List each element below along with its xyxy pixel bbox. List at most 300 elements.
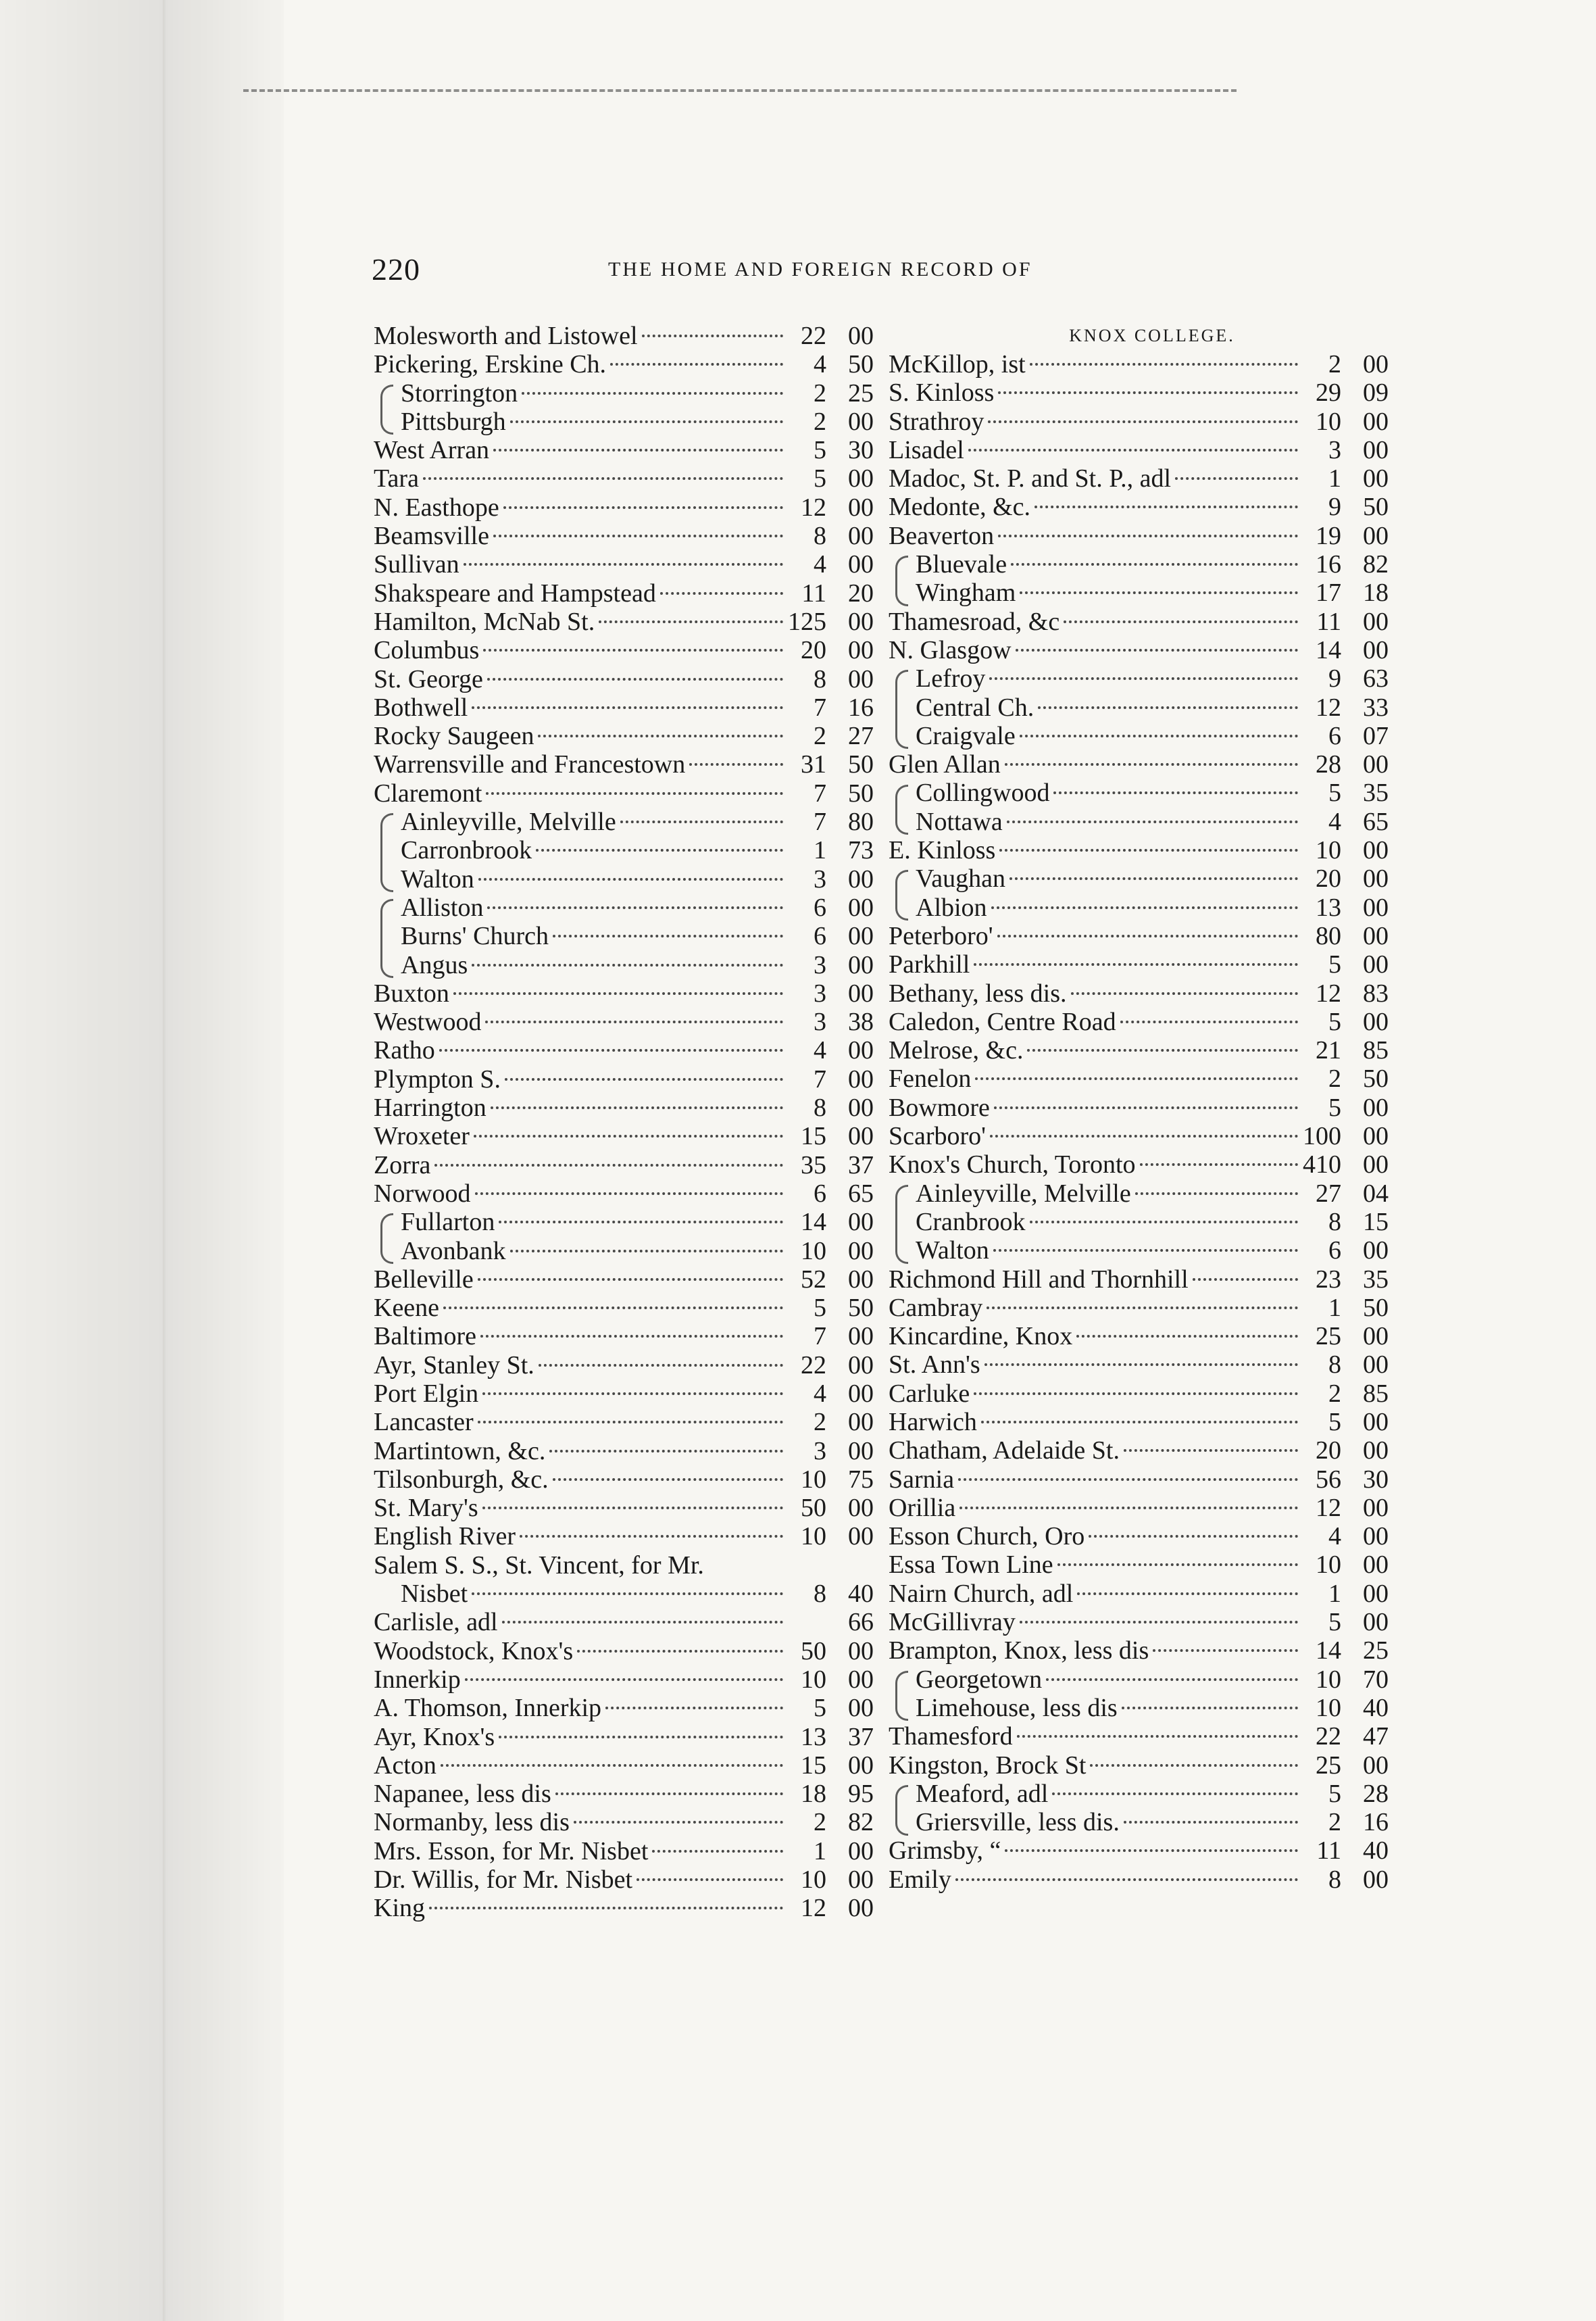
dot-leader <box>553 935 783 937</box>
amount-cents: 38 <box>848 1008 874 1037</box>
amount-cents: 50 <box>1363 1293 1389 1322</box>
grouping-brace <box>380 385 393 435</box>
contribution-entry <box>374 1522 874 1550</box>
amount-dollars: 13 <box>1316 893 1341 922</box>
congregation-name: Beamsville <box>374 522 489 551</box>
amount-dollars: 6 <box>1328 1236 1341 1265</box>
congregation-name: Keene <box>374 1294 440 1323</box>
congregation-name: Cranbrook <box>916 1207 1026 1236</box>
contribution-entry <box>374 636 874 664</box>
dot-leader <box>1005 1849 1298 1852</box>
amount-cents: 00 <box>1363 464 1389 493</box>
dot-leader <box>652 1850 783 1853</box>
congregation-name: Knox's Church, Toronto <box>889 1150 1136 1179</box>
amount-dollars: 52 <box>801 1265 826 1294</box>
congregation-name: Shakspeare and Hampstead <box>374 579 656 608</box>
congregation-name: Grimsby, “ <box>889 1836 1001 1865</box>
contribution-entry <box>889 664 1389 693</box>
dot-leader <box>453 992 783 995</box>
contribution-entry <box>374 1237 874 1265</box>
contribution-entry <box>889 1494 1389 1522</box>
amount-dollars: 8 <box>1328 1207 1341 1236</box>
amount-dollars: 4 <box>814 1379 826 1408</box>
congregation-name: Angus <box>401 950 468 979</box>
dot-leader <box>474 1135 783 1138</box>
amount-dollars: 10 <box>801 1465 826 1494</box>
amount-cents: 00 <box>848 1208 874 1237</box>
congregation-name: Pittsburgh <box>401 407 506 436</box>
grouping-brace <box>895 556 908 606</box>
dot-leader <box>1011 563 1298 566</box>
dot-leader <box>486 792 783 795</box>
dot-leader <box>988 420 1298 423</box>
amount-dollars: 22 <box>801 322 826 350</box>
dot-leader <box>491 1106 783 1109</box>
amount-dollars: 7 <box>814 779 826 808</box>
amount-cents: 82 <box>1363 550 1389 579</box>
contribution-entry <box>374 1608 874 1636</box>
amount-cents: 00 <box>848 1122 874 1151</box>
congregation-name: Strathroy <box>889 407 984 436</box>
dot-leader <box>990 1135 1298 1138</box>
congregation-name: Bluevale <box>916 550 1007 579</box>
amount-dollars: 25 <box>1316 1322 1341 1351</box>
contribution-entry <box>374 493 874 522</box>
contribution-entry <box>374 1551 874 1580</box>
congregation-name: N. Glasgow <box>889 635 1012 664</box>
contribution-entry <box>374 1179 874 1208</box>
amount-dollars: 12 <box>801 493 826 522</box>
amount-dollars: 4 <box>1328 807 1341 836</box>
dot-leader <box>1057 1563 1298 1566</box>
dot-leader <box>539 1364 783 1367</box>
dot-leader <box>998 535 1298 537</box>
dot-leader <box>1122 1707 1298 1709</box>
dot-leader <box>577 1650 783 1653</box>
amount-cents: 50 <box>1363 1065 1389 1094</box>
dot-leader <box>605 1707 783 1709</box>
amount-cents: 00 <box>1363 1493 1389 1522</box>
dot-leader <box>981 1421 1298 1423</box>
amount-dollars: 25 <box>1316 1751 1341 1780</box>
congregation-name: St. George <box>374 664 483 693</box>
amount-cents: 00 <box>1363 836 1389 865</box>
amount-cents: 00 <box>1363 435 1389 464</box>
amount-dollars: 23 <box>1316 1265 1341 1294</box>
contribution-entry <box>889 722 1389 750</box>
congregation-name: Brampton, Knox, less dis <box>889 1636 1149 1665</box>
dot-leader <box>1027 1049 1298 1052</box>
dot-leader <box>478 1421 783 1423</box>
dot-leader <box>993 1249 1298 1252</box>
contribution-entry <box>889 1150 1389 1179</box>
congregation-name: Bethany, less dis. <box>889 979 1067 1008</box>
amount-dollars: 50 <box>801 1636 826 1665</box>
amount-dollars: 11 <box>801 579 826 608</box>
dot-leader <box>1030 363 1298 366</box>
dot-leader <box>538 735 783 737</box>
congregation-name: Georgetown <box>916 1665 1043 1694</box>
dot-leader <box>522 392 783 395</box>
contribution-entry <box>889 579 1389 607</box>
amount-dollars: 5 <box>1328 950 1341 979</box>
amount-cents: 00 <box>1363 635 1389 664</box>
amount-cents: 40 <box>1363 1836 1389 1865</box>
congregation-name: Melrose, &c. <box>889 1036 1024 1065</box>
contribution-entry <box>889 693 1389 722</box>
amount-dollars: 12 <box>1316 979 1341 1008</box>
contribution-entry <box>889 864 1389 893</box>
amount-dollars: 10 <box>1316 1550 1341 1580</box>
contribution-entry <box>374 865 874 894</box>
congregation-name: Cambray <box>889 1293 983 1322</box>
right-column <box>889 322 1389 1894</box>
amount-cents: 25 <box>848 378 874 408</box>
congregation-name: Westwood <box>374 1008 482 1037</box>
amount-cents: 66 <box>848 1608 874 1637</box>
contribution-entry <box>889 636 1389 664</box>
amount-dollars: 8 <box>1328 1865 1341 1894</box>
amount-cents: 00 <box>848 1094 874 1123</box>
contribution-entry <box>374 836 874 864</box>
amount-dollars: 10 <box>1316 1665 1341 1694</box>
amount-cents: 00 <box>848 607 874 636</box>
dot-leader <box>1076 1335 1298 1338</box>
contribution-entry <box>889 1580 1389 1608</box>
amount-cents: 85 <box>1363 1379 1389 1408</box>
amount-cents: 50 <box>848 779 874 808</box>
congregation-name: Madoc, St. P. and St. P., adl <box>889 464 1172 493</box>
contribution-entry <box>374 1208 874 1236</box>
contribution-entry <box>889 1065 1389 1093</box>
dot-leader <box>549 1450 783 1452</box>
contribution-entry <box>889 1179 1389 1208</box>
amount-dollars: 5 <box>1328 1779 1341 1808</box>
amount-dollars: 4 <box>1328 1522 1341 1551</box>
left-column <box>374 322 874 1923</box>
amount-cents: 00 <box>1363 350 1389 378</box>
amount-dollars: 10 <box>801 1865 826 1895</box>
contribution-entry <box>374 779 874 808</box>
amount-cents: 07 <box>1363 721 1389 750</box>
amount-cents: 82 <box>848 1808 874 1837</box>
dot-leader <box>482 1392 783 1395</box>
amount-dollars: 5 <box>1328 779 1341 808</box>
amount-cents: 35 <box>1363 779 1389 808</box>
congregation-name: Beaverton <box>889 521 995 550</box>
dot-leader <box>1046 1678 1298 1681</box>
congregation-name: Baltimore <box>374 1322 476 1351</box>
dot-leader <box>1020 591 1298 594</box>
amount-dollars: 4 <box>814 350 826 379</box>
congregation-name: Collingwood <box>916 779 1050 808</box>
amount-cents: 00 <box>1363 1150 1389 1179</box>
dot-leader <box>642 335 783 337</box>
amount-dollars: 6 <box>1328 721 1341 750</box>
congregation-name: Nisbet <box>401 1580 468 1609</box>
grouping-brace <box>895 1671 908 1721</box>
amount-dollars: 56 <box>1316 1465 1341 1494</box>
amount-dollars: 8 <box>1328 1350 1341 1379</box>
dot-leader <box>493 535 783 537</box>
amount-cents: 25 <box>1363 1636 1389 1665</box>
amount-cents: 50 <box>848 350 874 379</box>
congregation-name: English River <box>374 1522 516 1551</box>
amount-cents: 00 <box>1363 1550 1389 1580</box>
amount-dollars: 13 <box>801 1722 826 1751</box>
amount-dollars: 2 <box>1328 1808 1341 1837</box>
contribution-entry <box>889 1436 1389 1465</box>
congregation-name: Avonbank <box>401 1236 506 1265</box>
amount-cents: 95 <box>848 1780 874 1809</box>
contribution-entry <box>889 808 1389 836</box>
dot-leader <box>955 1878 1298 1881</box>
grouping-brace <box>895 785 908 835</box>
amount-dollars: 22 <box>801 1350 826 1379</box>
amount-cents: 50 <box>848 1294 874 1323</box>
congregation-name: Craigvale <box>916 721 1016 750</box>
amount-cents: 00 <box>848 1865 874 1895</box>
amount-dollars: 2 <box>814 1808 826 1837</box>
contribution-entry <box>374 464 874 493</box>
dot-leader <box>499 1221 783 1223</box>
congregation-name: Sullivan <box>374 550 459 579</box>
amount-cents: 30 <box>1363 1465 1389 1494</box>
contribution-entry <box>374 1723 874 1751</box>
congregation-name: Walton <box>916 1236 989 1265</box>
amount-dollars: 31 <box>801 750 826 779</box>
contribution-entry <box>374 693 874 722</box>
amount-cents: 00 <box>1363 1322 1389 1351</box>
congregation-name: Richmond Hill and Thornhill <box>889 1265 1189 1294</box>
dot-leader <box>994 1106 1298 1109</box>
amount-cents: 00 <box>848 550 874 579</box>
congregation-name: Port Elgin <box>374 1379 479 1408</box>
dot-leader <box>553 1478 783 1481</box>
congregation-name: Storrington <box>401 378 518 408</box>
grouping-brace <box>380 1213 393 1264</box>
contribution-entry <box>889 1322 1389 1350</box>
congregation-name: Buxton <box>374 979 449 1008</box>
contribution-entry <box>889 836 1389 864</box>
contribution-entry <box>889 1350 1389 1379</box>
contribution-entry <box>889 1408 1389 1436</box>
contribution-entry <box>889 1865 1389 1894</box>
congregation-name: A. Thomson, Innerkip <box>374 1694 602 1723</box>
amount-dollars: 2 <box>1328 1379 1341 1408</box>
contribution-entry <box>374 1379 874 1408</box>
amount-dollars: 29 <box>1316 378 1341 408</box>
amount-cents: 27 <box>848 722 874 751</box>
dot-leader <box>505 1078 783 1081</box>
congregation-name: Ayr, Stanley St. <box>374 1350 534 1379</box>
amount-cents: 18 <box>1363 579 1389 608</box>
dot-leader <box>1120 1021 1298 1023</box>
contribution-entry <box>889 608 1389 636</box>
congregation-name: Walton <box>401 864 474 894</box>
contribution-entry <box>889 922 1389 950</box>
grouping-brace <box>895 670 908 749</box>
contribution-entry <box>374 1494 874 1522</box>
amount-cents: 00 <box>848 493 874 522</box>
dot-leader <box>429 1907 783 1909</box>
amount-dollars: 2 <box>814 722 826 751</box>
contribution-entry <box>889 1550 1389 1579</box>
grouping-brace <box>895 1785 908 1836</box>
amount-cents: 00 <box>848 1379 874 1408</box>
amount-dollars: 1 <box>814 1836 826 1865</box>
congregation-name: Sarnia <box>889 1465 955 1494</box>
amount-cents: 00 <box>848 1350 874 1379</box>
contribution-entry <box>374 1780 874 1808</box>
amount-cents: 00 <box>1363 1007 1389 1036</box>
contribution-entry <box>374 1294 874 1322</box>
amount-cents: 00 <box>1363 1436 1389 1465</box>
congregation-name: Carlisle, adl <box>374 1608 498 1637</box>
contribution-entry <box>889 1522 1389 1550</box>
contribution-entry <box>374 1036 874 1065</box>
amount-cents: 40 <box>1363 1693 1389 1722</box>
congregation-name: St. Ann's <box>889 1350 980 1379</box>
amount-dollars: 2 <box>1328 1065 1341 1094</box>
amount-cents: 00 <box>848 1065 874 1094</box>
congregation-name: Woodstock, Knox's <box>374 1636 574 1665</box>
dot-leader <box>478 1278 783 1281</box>
amount-cents: 37 <box>848 1722 874 1751</box>
congregation-name: Bothwell <box>374 693 468 722</box>
contribution-entry <box>374 1637 874 1665</box>
dot-leader <box>1053 791 1298 794</box>
dot-leader <box>1089 1535 1298 1538</box>
amount-dollars: 6 <box>814 922 826 951</box>
amount-cents: 00 <box>1363 521 1389 550</box>
congregation-name: Medonte, &c. <box>889 493 1031 522</box>
amount-cents: 00 <box>1363 1350 1389 1379</box>
amount-cents: 00 <box>848 1408 874 1437</box>
contribution-entry <box>374 608 874 636</box>
amount-dollars: 28 <box>1316 750 1341 779</box>
congregation-name: Chatham, Adelaide St. <box>889 1436 1120 1465</box>
amount-dollars: 80 <box>1316 921 1341 950</box>
dot-leader <box>510 420 783 423</box>
amount-cents: 40 <box>848 1580 874 1609</box>
contribution-entry <box>374 1894 874 1922</box>
amount-dollars: 3 <box>814 979 826 1008</box>
amount-dollars: 10 <box>1316 407 1341 436</box>
amount-cents: 00 <box>848 950 874 979</box>
dot-leader <box>443 1306 783 1309</box>
contribution-entry <box>374 1008 874 1036</box>
amount-dollars: 12 <box>1316 1493 1341 1522</box>
contribution-entry <box>889 1694 1389 1722</box>
congregation-name: Warrensville and Francestown <box>374 750 686 779</box>
dot-leader <box>464 563 783 566</box>
page-top-rule <box>243 89 1237 92</box>
grouping-brace <box>895 1185 908 1264</box>
amount-dollars: 1 <box>1328 1579 1341 1608</box>
amount-cents: 50 <box>848 750 874 779</box>
contribution-entry <box>374 1065 874 1094</box>
amount-cents: 00 <box>848 322 874 350</box>
contribution-entry <box>889 979 1389 1008</box>
dot-leader <box>660 592 783 595</box>
congregation-name: Tilsonburgh, &c. <box>374 1465 549 1494</box>
congregation-name: Fullarton <box>401 1208 495 1237</box>
congregation-name: Wroxeter <box>374 1122 470 1151</box>
amount-cents: 70 <box>1363 1665 1389 1694</box>
amount-dollars: 1 <box>1328 1293 1341 1322</box>
amount-dollars: 3 <box>814 950 826 979</box>
amount-cents: 16 <box>1363 1808 1389 1837</box>
congregation-name: Meaford, adl <box>916 1779 1049 1808</box>
contribution-entry <box>374 522 874 550</box>
contribution-entry <box>889 1236 1389 1265</box>
contribution-entry <box>889 1094 1389 1122</box>
congregation-name: Nottawa <box>916 807 1003 836</box>
contribution-entry <box>374 408 874 436</box>
dot-leader <box>997 935 1298 937</box>
dot-leader <box>434 1164 783 1167</box>
amount-cents: 00 <box>1363 893 1389 922</box>
contribution-entry <box>889 1122 1389 1150</box>
amount-dollars: 20 <box>1316 864 1341 894</box>
amount-dollars: 15 <box>801 1122 826 1151</box>
amount-dollars: 7 <box>814 1322 826 1351</box>
contribution-entry <box>889 894 1389 922</box>
amount-dollars: 1 <box>814 836 826 865</box>
amount-dollars: 8 <box>814 522 826 551</box>
amount-cents: 00 <box>1363 1865 1389 1894</box>
amount-dollars: 14 <box>801 1208 826 1237</box>
dot-leader <box>975 1077 1298 1080</box>
dot-leader <box>610 363 783 366</box>
amount-dollars: 5 <box>814 436 826 465</box>
column-heading: KNOX COLLEGE. <box>1069 326 1235 345</box>
dot-leader <box>1034 506 1298 508</box>
congregation-name: Fenelon <box>889 1065 972 1094</box>
amount-dollars: 12 <box>801 1894 826 1923</box>
entry-list <box>374 322 874 1923</box>
congregation-name: Lisadel <box>889 435 964 464</box>
congregation-name: Belleville <box>374 1265 474 1294</box>
amount-dollars: 3 <box>814 1436 826 1465</box>
contribution-entry <box>374 979 874 1008</box>
amount-cents: 37 <box>848 1150 874 1179</box>
amount-cents: 00 <box>1363 607 1389 636</box>
congregation-name: Glen Allan <box>889 750 1001 779</box>
dot-leader <box>1140 1163 1298 1166</box>
congregation-name: Lancaster <box>374 1408 474 1437</box>
dot-leader <box>482 1507 783 1509</box>
amount-dollars: 12 <box>1316 693 1341 722</box>
amount-dollars: 50 <box>801 1494 826 1523</box>
congregation-name: Acton <box>374 1751 437 1780</box>
dot-leader <box>1193 1278 1298 1281</box>
congregation-name: Claremont <box>374 779 482 808</box>
dot-leader <box>599 620 783 623</box>
dot-leader <box>503 506 783 509</box>
dot-leader <box>1175 477 1298 480</box>
amount-cents: 00 <box>848 407 874 436</box>
amount-cents: 16 <box>848 693 874 722</box>
contribution-entry <box>374 894 874 922</box>
contribution-entry <box>889 1751 1389 1780</box>
congregation-name: Esson Church, Oro <box>889 1522 1085 1551</box>
amount-cents: 00 <box>1363 750 1389 779</box>
contribution-entry <box>374 379 874 408</box>
amount-dollars: 10 <box>1316 836 1341 865</box>
congregation-name: McKillop, ist <box>889 350 1026 378</box>
